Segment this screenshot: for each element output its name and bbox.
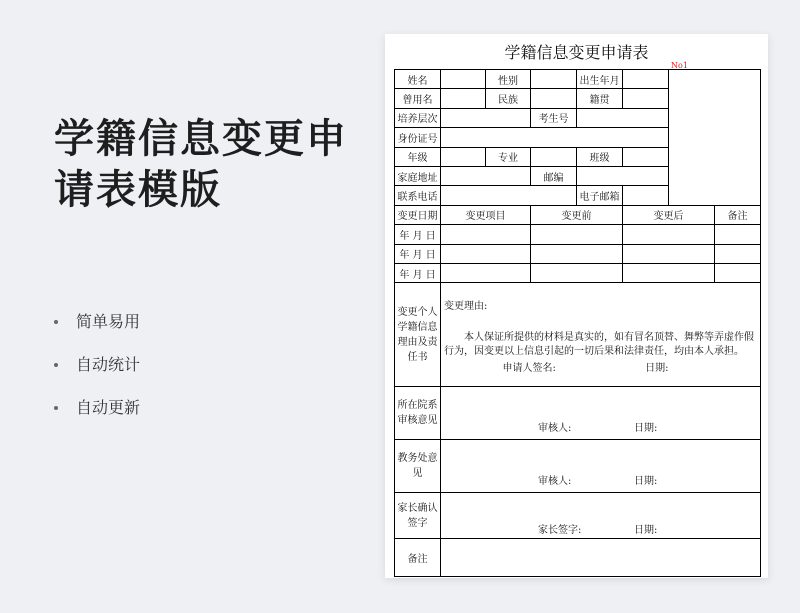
- form-number: No1: [671, 61, 688, 70]
- field-exam-no[interactable]: [577, 108, 669, 127]
- academic-reviewer-label: 审核人:: [538, 476, 572, 488]
- label-major: 专业: [486, 147, 531, 166]
- field-former-name[interactable]: [441, 89, 486, 108]
- photo-cell: [669, 70, 761, 206]
- label-native-place: 籍贯: [577, 89, 623, 108]
- change-note-cell[interactable]: [715, 244, 761, 263]
- label-parent-confirm: 家长确认签字: [395, 493, 441, 539]
- label-ethnicity: 民族: [486, 89, 531, 108]
- parent-confirm-cell[interactable]: [441, 493, 761, 539]
- label-id-no: 身份证号: [395, 128, 441, 147]
- bullet-icon: [54, 406, 58, 410]
- field-birth[interactable]: [623, 70, 669, 89]
- field-class[interactable]: [623, 147, 669, 166]
- change-after-cell[interactable]: [623, 263, 715, 282]
- field-native-place[interactable]: [623, 89, 669, 108]
- label-academic-office: 教务处意见: [395, 440, 441, 493]
- change-date-cell[interactable]: 年 月 日: [395, 263, 441, 282]
- header-change-item: 变更项目: [441, 205, 531, 224]
- field-postcode[interactable]: [577, 166, 669, 185]
- feature-item: 自动更新: [54, 398, 140, 441]
- feature-item: 自动统计: [54, 355, 140, 398]
- change-note-cell[interactable]: [715, 225, 761, 244]
- responsibility-statement: 本人保证所提供的材料是真实的，如有冒名顶替、舞弊等弄虚作假行为，因变更以上信息引起的一切后果和法律责任，均由本人承担。: [444, 332, 754, 358]
- header-change-date: 变更日期: [395, 205, 441, 224]
- label-birth: 出生年月: [577, 70, 623, 89]
- field-grade[interactable]: [441, 147, 486, 166]
- form-preview: [385, 34, 768, 578]
- label-email: 电子邮箱: [577, 186, 623, 205]
- field-phone[interactable]: [441, 186, 577, 205]
- label-remarks: 备注: [395, 539, 441, 577]
- change-note-cell[interactable]: [715, 263, 761, 282]
- field-email[interactable]: [623, 186, 669, 205]
- change-date-cell[interactable]: 年 月 日: [395, 225, 441, 244]
- parent-date-label: 日期:: [634, 525, 658, 537]
- label-grade: 年级: [395, 147, 441, 166]
- label-class: 班级: [577, 147, 623, 166]
- bullet-icon: [54, 363, 58, 367]
- label-postcode: 邮编: [531, 166, 577, 185]
- feature-list: [54, 312, 140, 441]
- change-item-cell[interactable]: [441, 263, 531, 282]
- header-after: 变更后: [623, 205, 715, 224]
- academic-date-label: 日期:: [634, 476, 658, 488]
- label-reason: 变更个人学籍信息理由及责任书: [395, 283, 441, 387]
- label-dept-review: 所在院系审核意见: [395, 387, 441, 440]
- label-exam-no: 考生号: [531, 108, 577, 127]
- label-former-name: 曾用名: [395, 89, 441, 108]
- label-level: 培养层次: [395, 108, 441, 127]
- header-before: 变更前: [531, 205, 623, 224]
- change-item-cell[interactable]: [441, 225, 531, 244]
- dept-reviewer-label: 审核人:: [538, 423, 572, 435]
- remarks-cell[interactable]: [441, 539, 761, 577]
- dept-review-cell[interactable]: [441, 387, 761, 440]
- form-title: 学籍信息变更申请表: [504, 43, 649, 62]
- change-after-cell[interactable]: [623, 244, 715, 263]
- feature-item: 简单易用: [54, 312, 140, 355]
- change-date-cell[interactable]: 年 月 日: [395, 244, 441, 263]
- label-phone: 联系电话: [395, 186, 441, 205]
- field-ethnicity[interactable]: [531, 89, 577, 108]
- parent-sign-label: 家长签字:: [538, 525, 582, 537]
- change-before-cell[interactable]: [531, 263, 623, 282]
- applicant-sign-label: 申请人签名:: [502, 363, 556, 375]
- application-form-table: [394, 69, 761, 577]
- field-major[interactable]: [531, 147, 577, 166]
- field-address[interactable]: [441, 166, 531, 185]
- label-gender: 性别: [486, 70, 531, 89]
- reason-cell[interactable]: [441, 283, 761, 387]
- reason-field-label: 变更理由:: [444, 301, 488, 313]
- field-level[interactable]: [441, 108, 531, 127]
- change-after-cell[interactable]: [623, 225, 715, 244]
- label-address: 家庭地址: [395, 166, 441, 185]
- change-item-cell[interactable]: [441, 244, 531, 263]
- header-note: 备注: [715, 205, 761, 224]
- academic-office-cell[interactable]: [441, 440, 761, 493]
- bullet-icon: [54, 320, 58, 324]
- label-name: 姓名: [395, 70, 441, 89]
- change-before-cell[interactable]: [531, 225, 623, 244]
- applicant-date-label: 日期:: [645, 363, 669, 375]
- field-id-no[interactable]: [441, 128, 669, 147]
- field-gender[interactable]: [531, 70, 577, 89]
- field-name[interactable]: [441, 70, 486, 89]
- page-title: 学籍信息变更申请表模版: [54, 116, 348, 213]
- change-before-cell[interactable]: [531, 244, 623, 263]
- dept-date-label: 日期:: [634, 423, 658, 435]
